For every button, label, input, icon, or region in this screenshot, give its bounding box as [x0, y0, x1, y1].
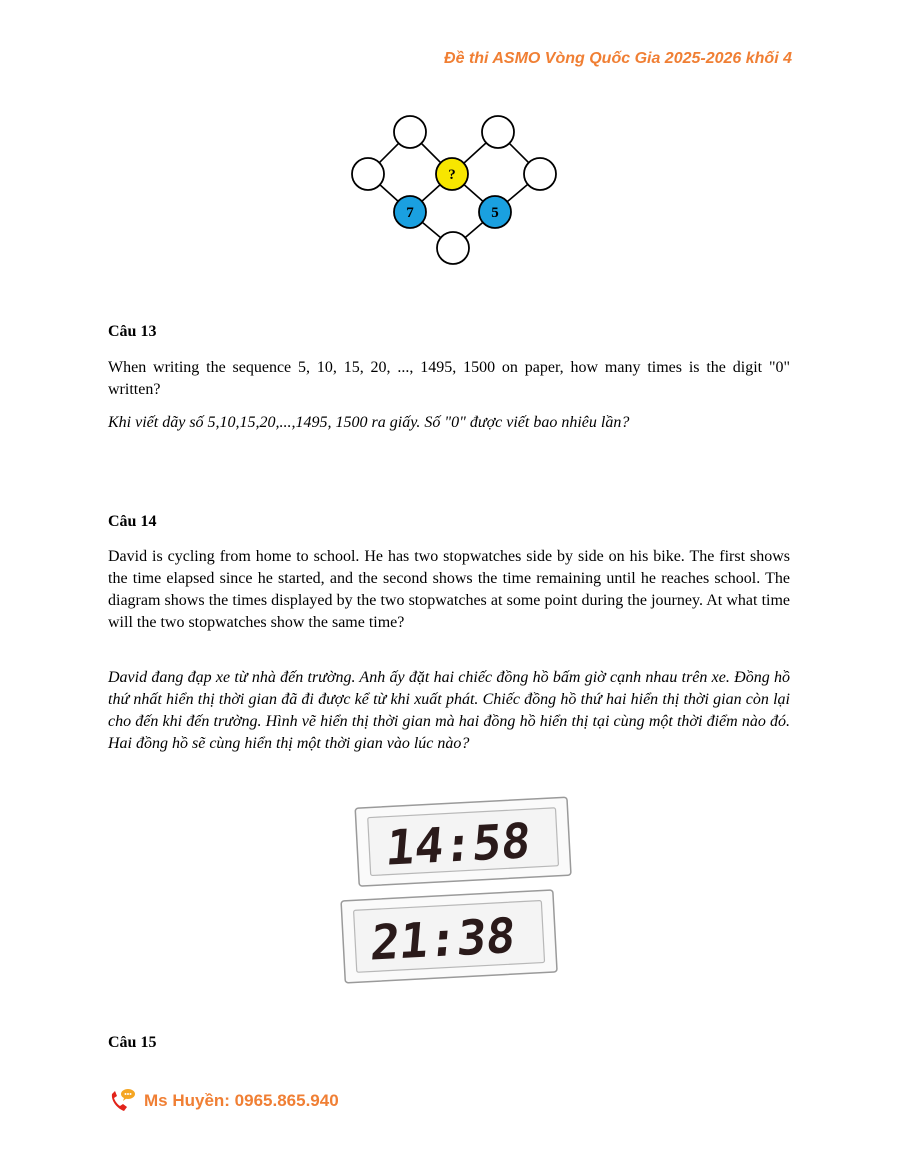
page-header-title: Đề thi ASMO Vòng Quốc Gia 2025-2026 khối 4	[444, 50, 792, 67]
number-diagram	[340, 110, 570, 275]
node-mid-right-label: 5	[491, 205, 499, 221]
node-top-left	[394, 116, 426, 148]
stopwatch-1	[355, 797, 571, 886]
node-bottom	[437, 232, 469, 264]
q15-title: Câu 15	[108, 1034, 157, 1051]
q13-english-text: When writing the sequence 5, 10, 15, 20, ..., 1495, 1500 on paper, how many times is the digit "0" written?	[108, 359, 790, 398]
phone-icon	[108, 1088, 138, 1114]
q14-title: Câu 14	[108, 513, 157, 530]
node-mid-left-label: 7	[406, 205, 414, 221]
q13-title: Câu 13	[108, 323, 157, 340]
node-top-right	[482, 116, 514, 148]
footer-contact	[108, 1088, 339, 1114]
q14-english-text: David is cycling from home to school. He has two stopwatches side by side on his bike. The first shows the time elapsed since he started, and the second shows the time remaining until he reaches school. The diagram shows the times displayed by the two stopwatches at some point during the journey. At what time will the two stopwatches show the same time?	[108, 548, 790, 631]
q13-vietnamese-text: Khi viết dãy số 5,10,15,20,...,1495, 1500 ra giấy. Số "0" được viết bao nhiêu lần?	[108, 414, 630, 431]
stopwatch-displays	[335, 795, 580, 985]
q14-vietnamese-text: David đang đạp xe từ nhà đến trường. Anh ấy đặt hai chiếc đồng hồ bấm giờ cạnh nhau trên xe. Đồng hồ thứ nhất hiển thị thời gian đã đi được kể từ khi xuất phát. Chiếc đồng hồ thứ hai hiển thị thời gian còn lại cho đến khi đến trường. Hình vẽ hiển thị thời gian mà hai đồng hồ hiển thị tại cùng một thời điểm nào đó. Hai đồng hồ sẽ cùng hiển thị một thời gian vào lúc nào?	[108, 669, 790, 752]
stopwatch-2-time: 21:38	[368, 908, 518, 972]
node-center-label: ?	[448, 167, 456, 183]
stopwatch-2	[341, 890, 557, 983]
node-right	[524, 158, 556, 190]
stopwatch-1-time: 14:58	[383, 813, 533, 877]
footer-contact-text: Ms Huyền: 0965.865.940	[144, 1091, 339, 1110]
node-left	[352, 158, 384, 190]
